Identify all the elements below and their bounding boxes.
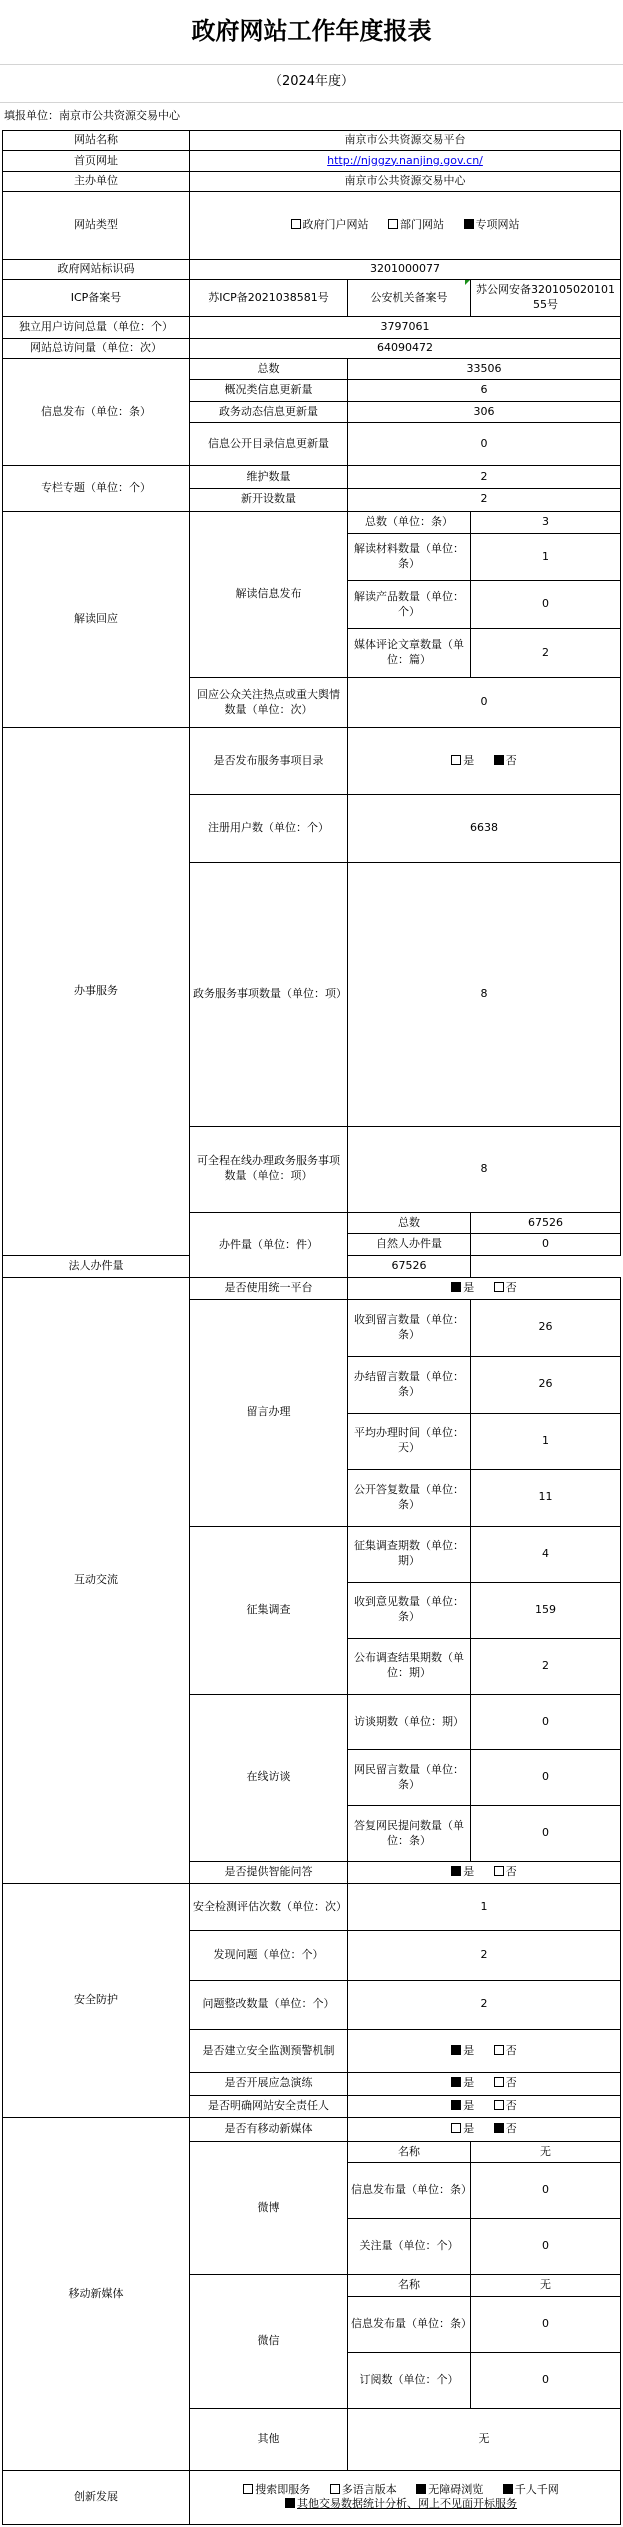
value-wechat-info: 0 <box>471 2296 621 2352</box>
value-svc-items: 8 <box>348 863 621 1126</box>
checkbox-icon <box>243 2484 253 2494</box>
value-info-dynamic: 306 <box>348 401 621 423</box>
value-wechat-name: 无 <box>471 2275 621 2297</box>
option-no[interactable]: 否 <box>494 1281 517 1296</box>
option-multilingual[interactable]: 多语言版本 <box>330 2483 397 2498</box>
checkbox-icon <box>291 219 301 229</box>
label-info-pub: 信息发布（单位：条） <box>3 358 190 466</box>
value-police: 苏公网安备32010502010155号 <box>471 280 621 317</box>
value-site-name: 南京市公共资源交易平台 <box>190 131 621 151</box>
label-sec-fixed: 问题整改数量（单位：个） <box>190 1980 348 2029</box>
label-svc-catalog: 是否发布服务事项目录 <box>190 727 348 795</box>
checkbox-checked-icon <box>503 2484 513 2494</box>
sec-drill-options <box>348 2073 621 2096</box>
report-title: 政府网站工作年度报表 <box>191 16 432 45</box>
checkbox-icon <box>494 2077 504 2087</box>
value-svc-person: 0 <box>471 1234 621 1256</box>
checkbox-checked-icon <box>451 1866 461 1876</box>
value-interp-total: 3 <box>471 511 621 534</box>
value-msg-done: 26 <box>471 1356 621 1413</box>
label-svc-handled: 办件量（单位：件） <box>190 1212 348 1278</box>
value-msg-recv: 26 <box>471 1299 621 1356</box>
value-interp-product: 0 <box>471 581 621 628</box>
option-no[interactable]: 否 <box>494 2122 517 2137</box>
value-sv-periods: 4 <box>471 1526 621 1582</box>
checkbox-checked-icon <box>451 2077 461 2087</box>
label-mob-has: 是否有移动新媒体 <box>190 2118 348 2142</box>
value-sec-found: 2 <box>348 1931 621 1980</box>
label-weibo: 微博 <box>190 2141 348 2274</box>
option-special[interactable]: 专项网站 <box>464 218 520 233</box>
label-online: 在线访谈 <box>190 1694 348 1862</box>
label-svc-person: 自然人办件量 <box>348 1234 471 1256</box>
label-police: 公安机关备案号 <box>348 280 471 317</box>
label-ol-periods: 访谈期数（单位：期） <box>348 1694 471 1750</box>
label-info-overview: 概况类信息更新量 <box>190 380 348 402</box>
value-msg-public: 11 <box>471 1469 621 1526</box>
checkbox-icon <box>451 2123 461 2133</box>
checkbox-icon <box>494 1282 504 1292</box>
sec-owner-options <box>348 2095 621 2118</box>
option-yes[interactable]: 是 <box>451 2076 474 2091</box>
divider <box>0 102 623 103</box>
label-interp-product: 解读产品数量（单位：个） <box>348 581 471 628</box>
value-col-new: 2 <box>348 489 621 512</box>
label-int-smart: 是否提供智能问答 <box>190 1862 348 1884</box>
label-uv: 独立用户访问总量（单位：个） <box>3 317 190 339</box>
label-interp-media: 媒体评论文章数量（单位：篇） <box>348 628 471 677</box>
value-weibo-info: 0 <box>471 2163 621 2219</box>
label-interp: 解读回应 <box>3 511 190 727</box>
label-interp-pub: 解读信息发布 <box>190 511 348 678</box>
label-svc-legal: 法人办件量 <box>3 1255 190 1278</box>
int-platform-options <box>348 1278 621 1300</box>
option-yes[interactable]: 是 <box>451 2044 474 2059</box>
checkbox-checked-icon <box>464 219 474 229</box>
option-no[interactable]: 否 <box>494 2076 517 2091</box>
value-pv: 64090472 <box>190 338 621 358</box>
label-msg-done: 办结留言数量（单位：条） <box>348 1356 471 1413</box>
checkbox-checked-icon <box>451 2045 461 2055</box>
label-svc-total: 总数 <box>348 1212 471 1234</box>
label-interp-total: 总数（单位：条） <box>348 511 471 534</box>
label-info-catalog: 信息公开目录信息更新量 <box>190 423 348 466</box>
value-info-overview: 6 <box>348 380 621 402</box>
label-site-type: 网站类型 <box>3 192 190 260</box>
label-mob-other: 其他 <box>190 2408 348 2470</box>
option-search-service[interactable]: 搜索即服务 <box>243 2483 310 2498</box>
value-wechat-subs: 0 <box>471 2352 621 2408</box>
checkbox-checked-icon <box>494 2123 504 2133</box>
value-uv: 3797061 <box>190 317 621 339</box>
label-sec-evals: 安全检测评估次数（单位：次） <box>190 1883 348 1930</box>
label-msg-time: 平均办理时间（单位：天） <box>348 1413 471 1469</box>
checkbox-checked-icon <box>285 2498 295 2508</box>
checkbox-icon <box>494 1866 504 1876</box>
label-col-maintain: 维护数量 <box>190 466 348 489</box>
option-other[interactable]: 其他交易数据统计分析、网上不见面开标服务 <box>285 2497 517 2512</box>
label-weibo-name: 名称 <box>348 2141 471 2163</box>
checkbox-icon <box>494 2100 504 2110</box>
report-table <box>2 130 621 2525</box>
value-weibo-name: 无 <box>471 2141 621 2163</box>
checkbox-icon <box>451 755 461 765</box>
label-wechat-name: 名称 <box>348 2275 471 2297</box>
value-svc-legal: 67526 <box>348 1255 471 1278</box>
value-interp-material: 1 <box>471 534 621 581</box>
option-personalized[interactable]: 千人千网 <box>503 2483 559 2498</box>
homepage-link[interactable]: http://njggzy.nanjing.gov.cn/ <box>327 153 483 167</box>
label-ol-answers: 答复网民提问数量（单位：条） <box>348 1806 471 1862</box>
option-no[interactable]: 否 <box>494 754 517 769</box>
label-svc-online: 可全程在线办理政务服务事项数量（单位：项） <box>190 1126 348 1212</box>
option-portal[interactable]: 政府门户网站 <box>291 218 369 233</box>
label-sv-periods: 征集调查期数（单位：期） <box>348 1526 471 1582</box>
value-interp-media: 2 <box>471 628 621 677</box>
label-int-platform: 是否使用统一平台 <box>190 1278 348 1300</box>
label-wechat-info: 信息发布量（单位：条） <box>348 2296 471 2352</box>
checkbox-icon <box>388 219 398 229</box>
label-info-total: 总数 <box>190 358 348 380</box>
label-security: 安全防护 <box>3 1883 190 2117</box>
label-wechat-subs: 订阅数（单位：个） <box>348 2352 471 2408</box>
checkbox-checked-icon <box>451 2100 461 2110</box>
label-wechat: 微信 <box>190 2275 348 2408</box>
value-weibo-follow: 0 <box>471 2219 621 2275</box>
label-msg-public: 公开答复数量（单位：条） <box>348 1469 471 1526</box>
label-weibo-follow: 关注量（单位：个） <box>348 2219 471 2275</box>
value-sv-opinions: 159 <box>471 1582 621 1638</box>
label-homepage: 首页网址 <box>3 151 190 171</box>
value-icp: 苏ICP备2021038581号 <box>190 280 348 317</box>
option-no[interactable]: 否 <box>494 1865 517 1880</box>
value-site-code: 3201000077 <box>190 260 621 280</box>
value-col-maintain: 2 <box>348 466 621 489</box>
label-survey: 征集调查 <box>190 1526 348 1694</box>
value-svc-users: 6638 <box>348 795 621 863</box>
option-yes[interactable]: 是 <box>451 2099 474 2114</box>
label-msg-recv: 收到留言数量（单位：条） <box>348 1299 471 1356</box>
label-sec-drill: 是否开展应急演练 <box>190 2073 348 2096</box>
option-department[interactable]: 部门网站 <box>388 218 444 233</box>
label-icp: ICP备案号 <box>3 280 190 317</box>
option-yes[interactable]: 是 <box>451 1281 474 1296</box>
checkbox-checked-icon <box>451 1282 461 1292</box>
label-interp-hot: 回应公众关注热点或重大舆情数量（单位：次） <box>190 678 348 727</box>
label-msg: 留言办理 <box>190 1299 348 1526</box>
int-smart-options <box>348 1862 621 1884</box>
checkbox-icon <box>330 2484 340 2494</box>
mob-has-options <box>348 2118 621 2142</box>
value-sec-evals: 1 <box>348 1883 621 1930</box>
label-sv-results: 公布调查结果期数（单位：期） <box>348 1638 471 1694</box>
value-sec-fixed: 2 <box>348 1980 621 2029</box>
label-sv-opinions: 收到意见数量（单位：条） <box>348 1582 471 1638</box>
value-info-total: 33506 <box>348 358 621 380</box>
site-type-options <box>190 192 621 260</box>
value-msg-time: 1 <box>471 1413 621 1469</box>
label-svc-users: 注册用户数（单位：个） <box>190 795 348 863</box>
checkbox-checked-icon <box>416 2484 426 2494</box>
value-ol-msgs: 0 <box>471 1750 621 1806</box>
value-sv-results: 2 <box>471 1638 621 1694</box>
value-svc-online: 8 <box>348 1126 621 1212</box>
label-service: 办事服务 <box>3 727 190 1255</box>
value-ol-periods: 0 <box>471 1694 621 1750</box>
label-pv: 网站总访问量（单位：次） <box>3 338 190 358</box>
checkbox-checked-icon <box>494 755 504 765</box>
label-column: 专栏专题（单位：个） <box>3 466 190 511</box>
label-col-new: 新开设数量 <box>190 489 348 512</box>
option-yes[interactable]: 是 <box>451 754 474 769</box>
label-innovation: 创新发展 <box>3 2470 190 2524</box>
label-site-name: 网站名称 <box>3 131 190 151</box>
label-interact: 互动交流 <box>3 1278 190 1883</box>
label-sec-owner: 是否明确网站安全责任人 <box>190 2095 348 2118</box>
option-no[interactable]: 否 <box>494 2099 517 2114</box>
value-svc-total: 67526 <box>471 1212 621 1234</box>
value-sponsor: 南京市公共资源交易中心 <box>190 171 621 191</box>
label-info-dynamic: 政务动态信息更新量 <box>190 401 348 423</box>
cell-marker-icon <box>465 280 470 285</box>
value-ol-answers: 0 <box>471 1806 621 1862</box>
label-site-code: 政府网站标识码 <box>3 260 190 280</box>
label-weibo-info: 信息发布量（单位：条） <box>348 2163 471 2219</box>
label-sponsor: 主办单位 <box>3 171 190 191</box>
report-year: （2024年度） <box>268 74 355 89</box>
checkbox-icon <box>494 2045 504 2055</box>
option-yes[interactable]: 是 <box>451 1865 474 1880</box>
label-svc-items: 政务服务事项数量（单位：项） <box>190 863 348 1126</box>
label-mobile: 移动新媒体 <box>3 2118 190 2471</box>
svc-catalog-options <box>348 727 621 795</box>
sec-monitor-options <box>348 2030 621 2073</box>
option-yes[interactable]: 是 <box>451 2122 474 2137</box>
label-sec-monitor: 是否建立安全监测预警机制 <box>190 2030 348 2073</box>
value-info-catalog: 0 <box>348 423 621 466</box>
label-sec-found: 发现问题（单位：个） <box>190 1931 348 1980</box>
label-ol-msgs: 网民留言数量（单位：条） <box>348 1750 471 1806</box>
label-interp-material: 解读材料数量（单位：条） <box>348 534 471 581</box>
value-mob-other: 无 <box>348 2408 621 2470</box>
option-no[interactable]: 否 <box>494 2044 517 2059</box>
innovation-options <box>190 2470 621 2524</box>
value-interp-hot: 0 <box>348 678 621 727</box>
filler-unit: 填报单位：南京市公共资源交易中心 <box>4 109 180 122</box>
option-accessibility[interactable]: 无障碍浏览 <box>416 2483 483 2498</box>
